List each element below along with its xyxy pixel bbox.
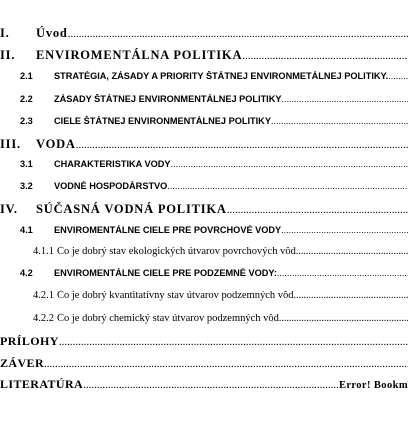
toc-entry-number: IV. bbox=[0, 202, 18, 216]
toc-entry-title: PRÍLOHY bbox=[0, 334, 59, 348]
toc-entry-title: ZÁSADY ŠTÁTNEJ ENVIRONMENTÁLNEJ POLITIKY bbox=[54, 94, 282, 104]
toc-entry[interactable] bbox=[0, 94, 408, 112]
toc-dot-leader bbox=[227, 204, 408, 216]
toc-entry[interactable] bbox=[0, 48, 408, 66]
toc-entry-number: 4.2 bbox=[20, 268, 33, 278]
toc-dot-leader bbox=[167, 181, 408, 191]
toc-dot-leader bbox=[171, 159, 408, 169]
toc-dot-leader bbox=[279, 313, 408, 324]
toc-entry[interactable] bbox=[0, 334, 408, 352]
toc-entry-title: VODA bbox=[36, 137, 76, 151]
toc-dot-leader bbox=[59, 336, 408, 348]
toc-entry-title: CIELE ŠTÁTNEJ ENVIRONMENTÁLNEJ POLITIKY bbox=[54, 116, 271, 126]
toc-entry-title: ENVIROMENTÁLNE CIELE PRE POVRCHOVÉ VODY bbox=[54, 225, 282, 235]
toc-entry[interactable] bbox=[0, 290, 408, 308]
toc-entry-number: 2.1 bbox=[20, 71, 33, 81]
toc-entry-number: III. bbox=[0, 137, 21, 151]
toc-entry-title: ZÁVER bbox=[0, 356, 45, 370]
toc-entry[interactable] bbox=[0, 159, 408, 177]
toc-entry-title: SÚČASNÁ VODNÁ POLITIKA bbox=[36, 202, 227, 216]
toc-dot-leader bbox=[68, 28, 408, 40]
toc-entry-number: 3.2 bbox=[20, 181, 33, 191]
toc-entry-title: Čo je dobrý stav ekologických útvarov povrchových vôd bbox=[57, 246, 296, 257]
toc-entry-number: 3.1 bbox=[20, 159, 33, 169]
toc-entry-page: Error! Bookm bbox=[338, 380, 408, 391]
toc-entry[interactable] bbox=[0, 26, 408, 44]
toc-entry-number: 4.1.1 bbox=[33, 246, 54, 257]
toc-dot-leader bbox=[277, 268, 408, 278]
toc-entry-number: 2.2 bbox=[20, 94, 33, 104]
toc-dot-leader bbox=[281, 225, 408, 235]
toc-dot-leader bbox=[296, 246, 408, 257]
toc-entry[interactable] bbox=[0, 116, 408, 134]
toc-entry-title: Čo je dobrý kvantitatívny stav útvarov podzemných vôd bbox=[57, 290, 294, 301]
toc-entry-number: 2.3 bbox=[20, 116, 33, 126]
toc-dot-leader bbox=[282, 94, 408, 104]
toc-entry[interactable] bbox=[0, 137, 408, 155]
toc-dot-leader bbox=[83, 379, 339, 391]
toc-entry-number: 4.2.1 bbox=[33, 290, 54, 301]
toc-entry[interactable] bbox=[0, 313, 408, 331]
toc-entry-number: I. bbox=[0, 26, 10, 40]
toc-dot-leader bbox=[76, 139, 408, 151]
toc-entry-title: Úvod bbox=[36, 26, 68, 40]
toc-entry-number: 4.1 bbox=[20, 225, 33, 235]
toc-entry-title: LITERATÚRA bbox=[0, 377, 84, 391]
toc-dot-leader bbox=[388, 71, 408, 81]
toc-entry[interactable] bbox=[0, 377, 408, 395]
toc-entry-title: VODNÉ HOSPODÁRSTVO bbox=[54, 181, 168, 191]
toc-entry[interactable] bbox=[0, 181, 408, 199]
toc-dot-leader bbox=[242, 50, 408, 62]
toc-entry[interactable] bbox=[0, 356, 408, 374]
toc-entry[interactable] bbox=[0, 225, 408, 243]
toc-entry-title: STRATÉGIA, ZÁSADY A PRIORITY ŠTÁTNEJ ENVIRONMETÁLNEJ POLITIKY. bbox=[54, 71, 389, 81]
toc-dot-leader bbox=[44, 358, 408, 370]
toc-entry-title: CHARAKTERISTIKA VODY bbox=[54, 159, 171, 169]
toc-entry[interactable] bbox=[0, 71, 408, 89]
toc-entry-number: 4.2.2 bbox=[33, 313, 54, 324]
toc-dot-leader bbox=[271, 116, 408, 126]
toc-dot-leader bbox=[294, 290, 408, 301]
toc-entry[interactable] bbox=[0, 268, 408, 286]
toc-entry-title: ENVIROMENTÁLNA POLITIKA bbox=[36, 48, 243, 62]
toc-entry-title: Čo je dobrý chemický stav útvarov podzemných vôd bbox=[57, 313, 279, 324]
toc-entry-number: II. bbox=[0, 48, 16, 62]
toc-entry[interactable] bbox=[0, 202, 408, 220]
toc-entry[interactable] bbox=[0, 246, 408, 264]
toc-entry-title: ENVIROMENTÁLNE CIELE PRE PODZEMNÉ VODY: bbox=[54, 268, 277, 278]
